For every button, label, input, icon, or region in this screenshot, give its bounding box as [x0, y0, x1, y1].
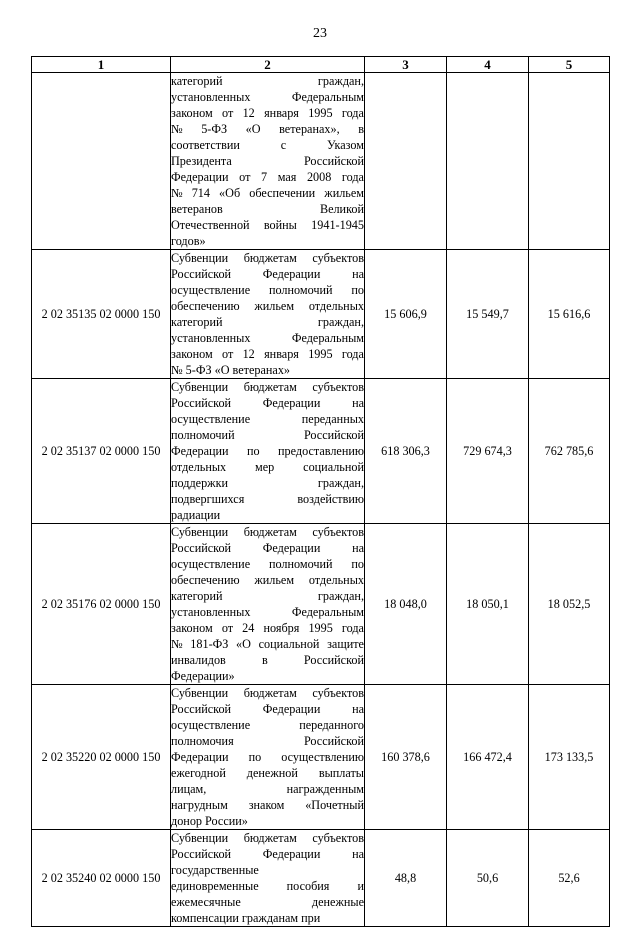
description-line: Федерации по предоставлению [171, 444, 364, 458]
column-header-2: 2 [171, 57, 365, 73]
description-line: Федерации» [171, 669, 235, 683]
description-line: Отечественной войны 1941-1945 [171, 218, 364, 232]
budget-code-cell: 2 02 35240 02 0000 150 [32, 830, 171, 927]
table-row [32, 379, 610, 524]
description-line: донор России» [171, 814, 248, 828]
table-row [32, 73, 610, 250]
amount-col-3-cell: 15 606,9 [365, 250, 447, 379]
description-line: полномочия Российской [171, 734, 364, 748]
description-line: Субвенции бюджетам субъектов [171, 831, 364, 845]
description-line: Субвенции бюджетам субъектов [171, 251, 364, 265]
amount-col-3-cell: 160 378,6 [365, 685, 447, 830]
table-row [32, 524, 610, 685]
description-line: обеспечению жильем отдельных [171, 299, 364, 313]
budget-code-cell: 2 02 35135 02 0000 150 [32, 250, 171, 379]
table-row [32, 250, 610, 379]
amount-col-4-cell: 18 050,1 [447, 524, 529, 685]
amount-col-5-cell: 52,6 [529, 830, 610, 927]
description-line: категорий граждан, [171, 589, 364, 603]
description-line: соответствии с Указом [171, 138, 364, 152]
description-line: № 5-ФЗ «О ветеранах», в [171, 122, 364, 136]
table-row [32, 830, 610, 927]
description-line: Российской Федерации на [171, 396, 364, 410]
page-number: 23 [313, 26, 327, 41]
description-line: Российской Федерации на [171, 541, 364, 555]
description-line: подвергшихся воздействию [171, 492, 364, 506]
description-line: радиации [171, 508, 221, 522]
column-header-4: 4 [447, 57, 529, 73]
description-line: Субвенции бюджетам субъектов [171, 525, 364, 539]
description-line: законом от 24 ноября 1995 года [171, 621, 364, 635]
column-header-5: 5 [529, 57, 610, 73]
amount-col-4-cell: 15 549,7 [447, 250, 529, 379]
table-row [32, 685, 610, 830]
amount-col-4-cell: 166 472,4 [447, 685, 529, 830]
description-line: Субвенции бюджетам субъектов [171, 686, 364, 700]
description-line: установленных Федеральным [171, 605, 364, 619]
amount-col-5-cell: 15 616,6 [529, 250, 610, 379]
description-line: Российской Федерации на [171, 847, 364, 861]
amount-col-3-cell [365, 73, 447, 250]
budget-code-cell: 2 02 35137 02 0000 150 [32, 379, 171, 524]
description-line: ежемесячные денежные [171, 895, 364, 909]
amount-col-4-cell [447, 73, 529, 250]
description-line: поддержки граждан, [171, 476, 364, 490]
description-line: единовременные пособия и [171, 879, 364, 893]
budget-code-cell: 2 02 35176 02 0000 150 [32, 524, 171, 685]
amount-col-5-cell: 18 052,5 [529, 524, 610, 685]
description-line: ежегодной денежной выплаты [171, 766, 364, 780]
budget-table [31, 56, 610, 927]
description-cell [171, 830, 365, 927]
description-line: осуществление полномочий по [171, 283, 364, 297]
description-line: инвалидов в Российской [171, 653, 364, 667]
description-line: законом от 12 января 1995 года [171, 106, 364, 120]
budget-code-cell [32, 73, 171, 250]
description-line: законом от 12 января 1995 года [171, 347, 364, 361]
amount-col-3-cell: 618 306,3 [365, 379, 447, 524]
amount-col-5-cell: 762 785,6 [529, 379, 610, 524]
description-cell [171, 73, 365, 250]
amount-col-4-cell: 50,6 [447, 830, 529, 927]
description-line: отдельных мер социальной [171, 460, 364, 474]
amount-col-4-cell: 729 674,3 [447, 379, 529, 524]
description-line: осуществление полномочий по [171, 557, 364, 571]
description-line: обеспечению жильем отдельных [171, 573, 364, 587]
amount-col-5-cell [529, 73, 610, 250]
description-line: установленных Федеральным [171, 331, 364, 345]
description-line: Российской Федерации на [171, 267, 364, 281]
description-line: полномочий Российской [171, 428, 364, 442]
description-line: компенсации гражданам при [171, 911, 321, 925]
description-line: Субвенции бюджетам субъектов [171, 380, 364, 394]
description-line: № 5-ФЗ «О ветеранах» [171, 363, 291, 377]
description-cell [171, 685, 365, 830]
header-row [32, 57, 610, 73]
amount-col-5-cell: 173 133,5 [529, 685, 610, 830]
budget-code-cell: 2 02 35220 02 0000 150 [32, 685, 171, 830]
description-line: установленных Федеральным [171, 90, 364, 104]
description-line: нагрудным знаком «Почетный [171, 798, 364, 812]
description-line: осуществление переданных [171, 412, 364, 426]
amount-col-3-cell: 18 048,0 [365, 524, 447, 685]
amount-col-3-cell: 48,8 [365, 830, 447, 927]
description-line: ветеранов Великой [171, 202, 364, 216]
description-line: Российской Федерации на [171, 702, 364, 716]
column-header-1: 1 [32, 57, 171, 73]
description-line: государственные [171, 863, 259, 877]
description-line: категорий граждан, [171, 315, 364, 329]
description-line: осуществление переданного [171, 718, 364, 732]
description-line: Федерации по осуществлению [171, 750, 364, 764]
description-cell [171, 524, 365, 685]
description-line: Федерации от 7 мая 2008 года [171, 170, 364, 184]
description-line: Президента Российской [171, 154, 364, 168]
description-line: категорий граждан, [171, 74, 364, 88]
description-cell [171, 250, 365, 379]
description-line: годов» [171, 234, 206, 248]
description-line: № 181-ФЗ «О социальной защите [171, 637, 364, 651]
column-header-3: 3 [365, 57, 447, 73]
description-line: лицам, награжденным [171, 782, 364, 796]
description-cell [171, 379, 365, 524]
description-line: № 714 «Об обеспечении жильем [171, 186, 364, 200]
